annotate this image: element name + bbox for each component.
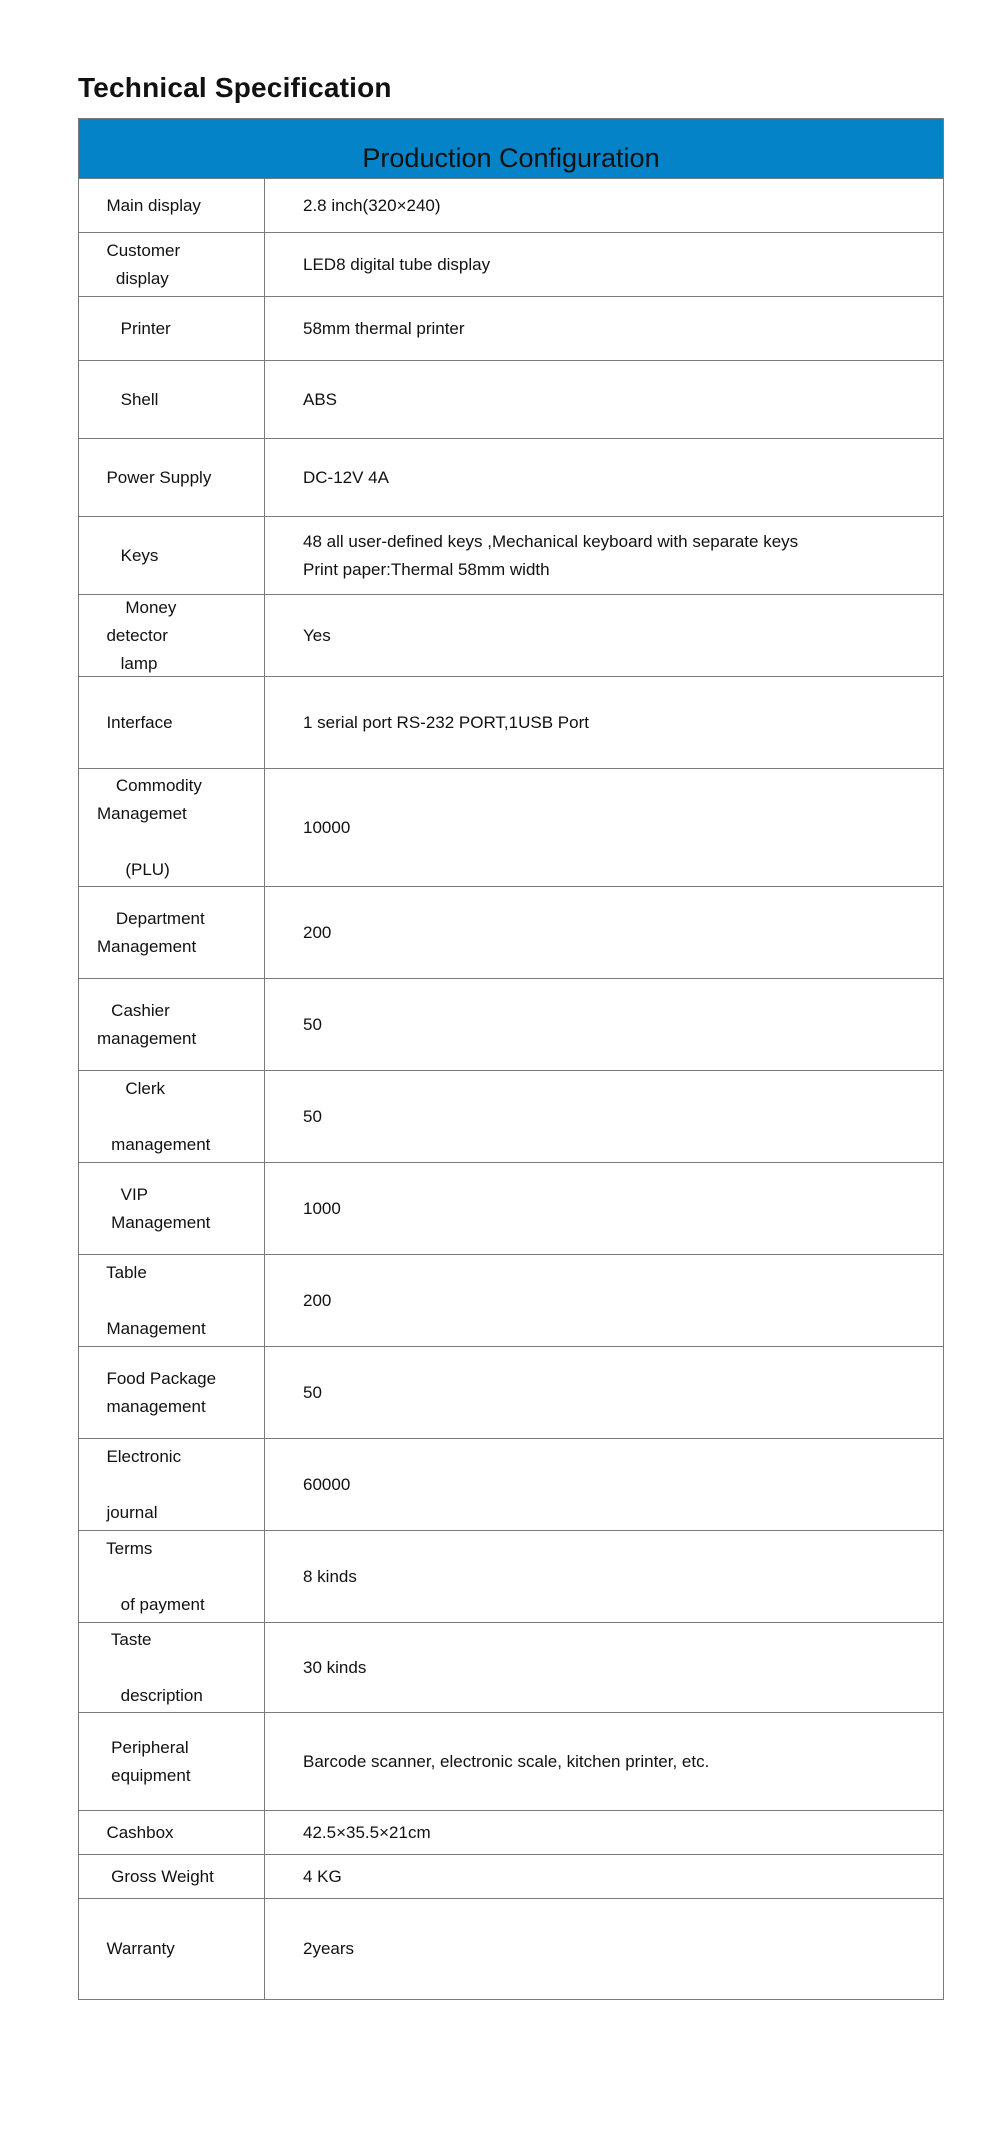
table-row: [79, 1623, 943, 1713]
spec-label: Commodity Managemet (PLU): [79, 769, 265, 886]
spec-label: Shell: [79, 361, 265, 438]
table-row: [79, 439, 943, 517]
spec-value: DC-12V 4A: [303, 467, 389, 487]
spec-label: Gross Weight: [79, 1855, 265, 1898]
spec-label: Customer display: [79, 233, 265, 296]
spec-value: 200: [303, 922, 332, 942]
spec-label: Table Management: [79, 1255, 265, 1346]
spec-label: Main display: [79, 179, 265, 232]
spec-value: 1 serial port RS-232 PORT,1USB Port: [303, 712, 589, 732]
table-row: [79, 677, 943, 769]
spec-label: Terms of payment: [79, 1531, 265, 1622]
spec-label: Clerk management: [79, 1071, 265, 1162]
spec-label: Electronic journal: [79, 1439, 265, 1530]
table-row: [79, 1811, 943, 1855]
spec-value: 8 kinds: [303, 1566, 357, 1586]
table-header: Production Configuration: [79, 119, 943, 179]
spec-label: Money detector lamp: [79, 595, 265, 676]
spec-label: Printer: [79, 297, 265, 360]
table-row: [79, 769, 943, 887]
table-row: [79, 595, 943, 677]
table-row: [79, 1713, 943, 1811]
table-row: [79, 1255, 943, 1347]
spec-label: Cashier management: [79, 979, 265, 1070]
table-row: [79, 887, 943, 979]
spec-value: 4 KG: [303, 1866, 342, 1886]
spec-label: Cashbox: [79, 1811, 265, 1854]
spec-label: Department Management: [79, 887, 265, 978]
spec-value: 200: [303, 1290, 332, 1310]
spec-value: Yes: [303, 625, 331, 645]
spec-value: LED8 digital tube display: [303, 254, 491, 274]
spec-value: 2.8 inch(320×240): [303, 195, 441, 215]
table-row: [79, 1347, 943, 1439]
table-row: [79, 233, 943, 297]
spec-table: [78, 118, 944, 2000]
table-row: [79, 179, 943, 233]
spec-value: 50: [303, 1014, 322, 1034]
spec-value: ABS: [303, 389, 338, 409]
spec-label: Food Package management: [79, 1347, 265, 1438]
spec-value: 2years: [303, 1939, 355, 1958]
spec-value: 60000: [303, 1474, 351, 1494]
spec-value: 30 kinds: [303, 1657, 367, 1677]
table-row: [79, 1855, 943, 1899]
spec-value: Barcode scanner, electronic scale, kitchen printer, etc.: [303, 1751, 710, 1771]
table-row: [79, 1071, 943, 1163]
spec-label: Taste description: [79, 1623, 265, 1712]
spec-label: Interface: [79, 677, 265, 768]
spec-label: Warranty: [79, 1899, 265, 1999]
table-row: [79, 979, 943, 1071]
table-row: [79, 1899, 943, 1999]
spec-value: 1000: [303, 1198, 341, 1218]
table-row: [79, 1439, 943, 1531]
table-row: [79, 297, 943, 361]
spec-value: 50: [303, 1106, 322, 1126]
spec-label: Keys: [79, 517, 265, 594]
table-row: [79, 1163, 943, 1255]
spec-value: 50: [303, 1382, 322, 1402]
spec-value: 48 all user-defined keys ,Mechanical keyboard with separate keys Print paper:Thermal 58mm width: [303, 531, 799, 579]
page-title: Technical Specification: [78, 72, 392, 103]
table-row: [79, 361, 943, 439]
spec-label: Peripheral equipment: [79, 1713, 265, 1810]
table-row: [79, 517, 943, 595]
table-row: [79, 1531, 943, 1623]
spec-value: 58mm thermal printer: [303, 318, 465, 338]
spec-value: 10000: [303, 817, 351, 837]
spec-value: 42.5×35.5×21cm: [303, 1822, 431, 1842]
spec-label: VIP Management: [79, 1163, 265, 1254]
spec-label: Power Supply: [79, 439, 265, 516]
